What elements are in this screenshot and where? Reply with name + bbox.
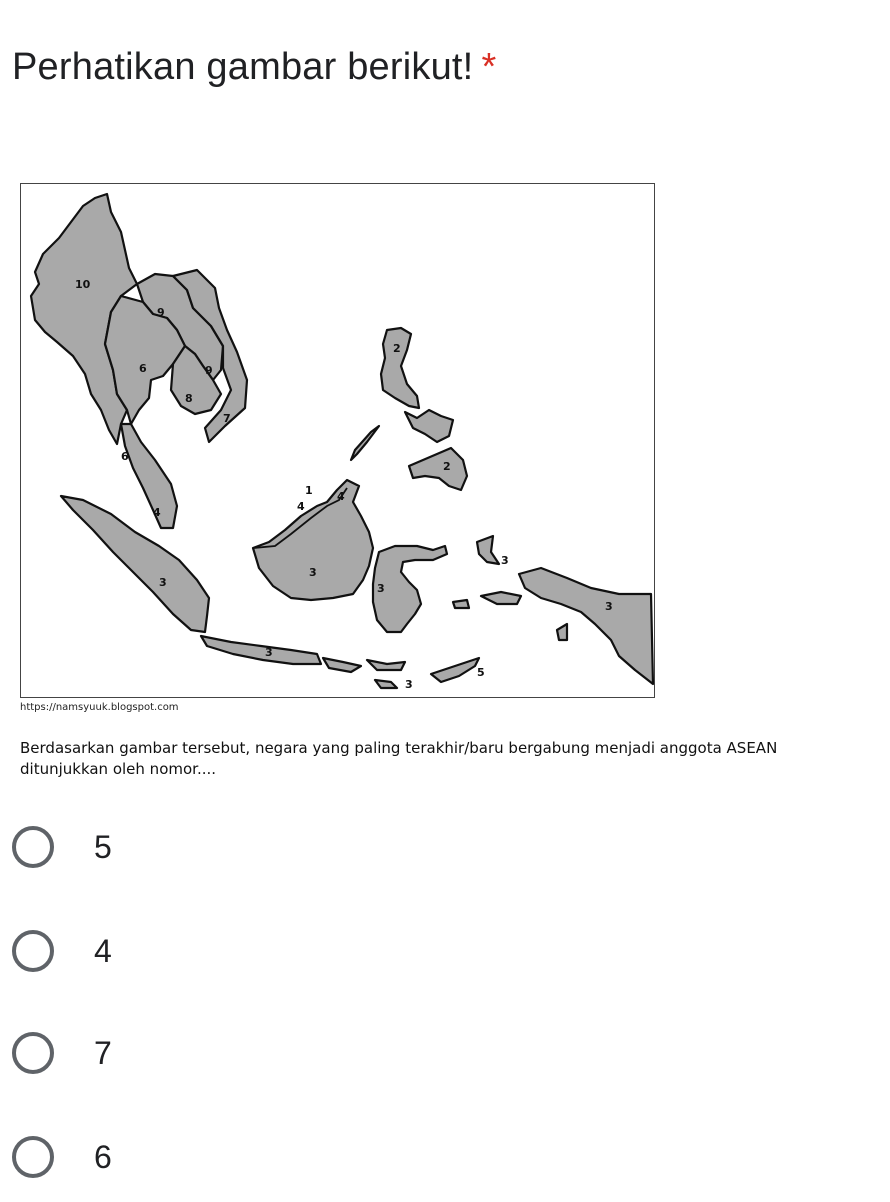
map-label: 3 bbox=[377, 582, 385, 595]
map-label: 4 bbox=[297, 500, 305, 513]
map-label: 4 bbox=[337, 490, 345, 503]
map-label: 3 bbox=[309, 566, 317, 579]
option-label: 4 bbox=[94, 932, 112, 969]
radio-button[interactable] bbox=[12, 826, 54, 868]
island-lesser-sunda-1 bbox=[323, 658, 361, 672]
island-borneo bbox=[253, 480, 373, 600]
map-label: 6 bbox=[121, 450, 129, 463]
map-label: 5 bbox=[477, 666, 485, 679]
island-halmahera bbox=[477, 536, 499, 564]
radio-button[interactable] bbox=[12, 1136, 54, 1178]
option-label: 5 bbox=[94, 828, 112, 865]
island-lesser-sunda-2 bbox=[367, 660, 405, 670]
map-label: 7 bbox=[223, 412, 231, 425]
option-6[interactable] bbox=[12, 1132, 112, 1182]
map-label: 3 bbox=[605, 600, 613, 613]
option-4[interactable] bbox=[12, 926, 112, 976]
southeast-asia-map bbox=[20, 183, 655, 698]
map-label: 4 bbox=[153, 506, 161, 519]
island-palawan bbox=[351, 426, 379, 460]
radio-button[interactable] bbox=[12, 1032, 54, 1074]
map-label: 9 bbox=[157, 306, 165, 319]
island-sumba bbox=[375, 680, 397, 688]
option-label: 7 bbox=[94, 1034, 112, 1071]
country-malaysia-peninsula bbox=[121, 424, 177, 528]
map-label: 3 bbox=[159, 576, 167, 589]
island-papua bbox=[519, 568, 653, 684]
question-description: Berdasarkan gambar tersebut, negara yang paling terakhir/baru bergabung menjadi anggota ASEAN ditunjukkan oleh nomor.... bbox=[20, 739, 778, 778]
option-7[interactable] bbox=[12, 1028, 112, 1078]
map-label: 9 bbox=[205, 364, 213, 377]
map-label: 1 bbox=[305, 484, 313, 497]
map-label: 3 bbox=[265, 646, 273, 659]
island-luzon bbox=[381, 328, 419, 408]
option-5[interactable] bbox=[12, 822, 112, 872]
island-seram bbox=[481, 592, 521, 604]
island-sumatra bbox=[61, 496, 209, 632]
map-source: https://namsyuuk.blogspot.com bbox=[20, 702, 179, 713]
required-asterisk: * bbox=[481, 46, 497, 88]
question-title-text: Perhatikan gambar berikut! bbox=[12, 46, 474, 88]
option-label: 6 bbox=[94, 1138, 112, 1175]
map-drawing bbox=[21, 184, 656, 699]
island-aru bbox=[557, 624, 567, 640]
map-label: 2 bbox=[443, 460, 451, 473]
island-java bbox=[201, 636, 321, 664]
map-label: 8 bbox=[185, 392, 193, 405]
island-buru bbox=[453, 600, 469, 608]
map-label: 10 bbox=[75, 278, 91, 291]
map-label: 6 bbox=[139, 362, 147, 375]
map-label: 3 bbox=[501, 554, 509, 567]
island-visayas bbox=[405, 410, 453, 442]
radio-button[interactable] bbox=[12, 930, 54, 972]
question-title bbox=[12, 46, 496, 89]
island-mindanao bbox=[409, 448, 467, 490]
map-label: 2 bbox=[393, 342, 401, 355]
map-label: 3 bbox=[405, 678, 413, 691]
island-timor bbox=[431, 658, 479, 682]
